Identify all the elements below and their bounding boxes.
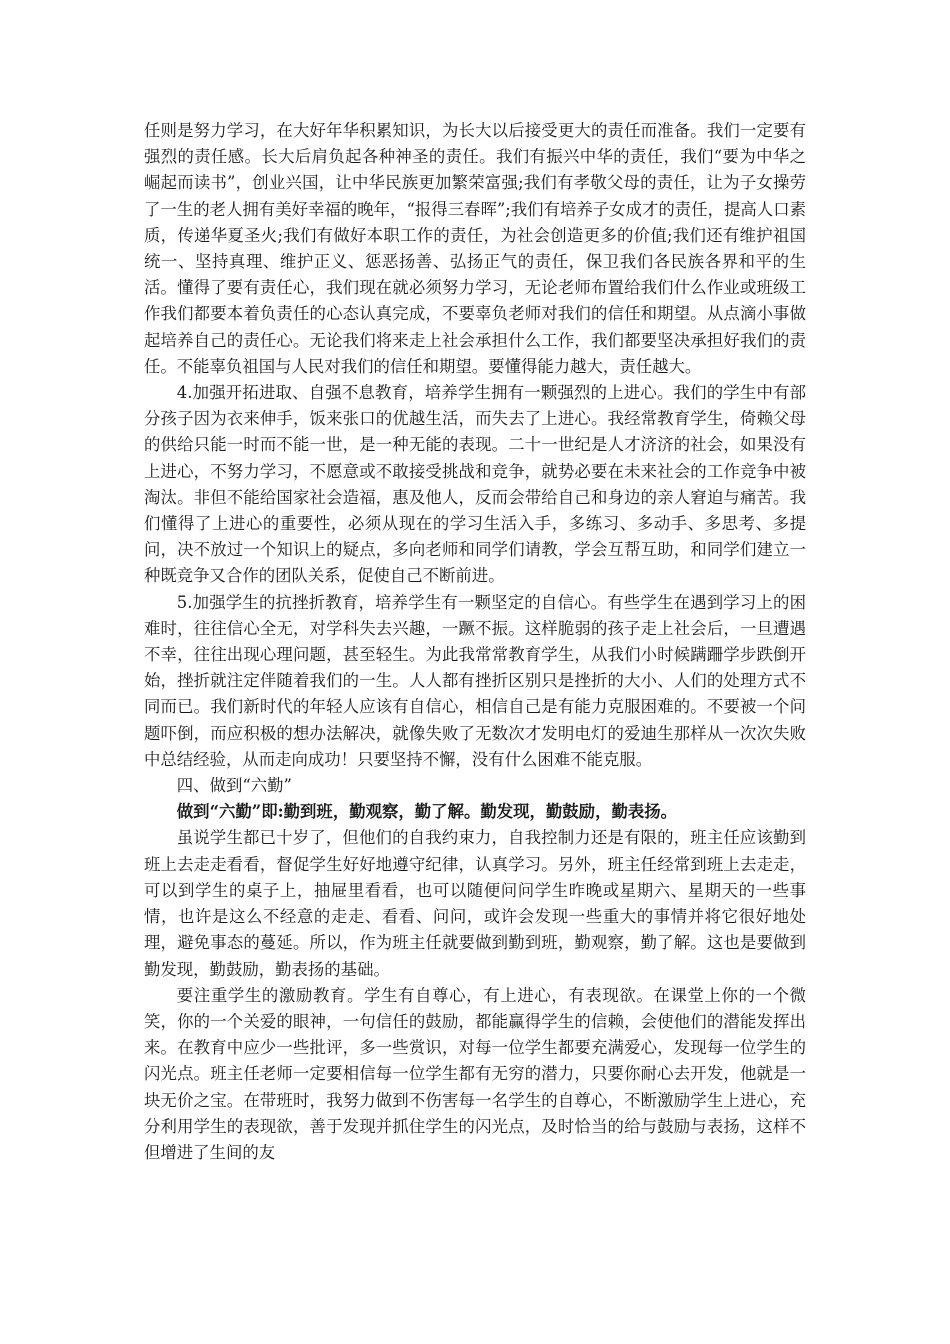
paragraph-visit-class: 虽说学生都已十岁了，但他们的自我约束力，自我控制力还是有限的，班主任应该勤到班上去走走看看，督促学生好好地遵守纪律，认真学习。另外，班主任经常到班上去走走，可以到学生的桌子上，抽屉里看看，也可以随便问问学生昨晚或星期六、星期天的一些事情，也许是这么不经意的走走、看看、问问，或许会发现一些重大的事情并将它很好地处理，避免事态的蔓延。所以，作为班主任就要做到勤到班，勤观察，勤了解。这也是要做到勤发现，勤鼓励，勤表扬的基础。 — [144, 828, 806, 979]
document-page — [144, 118, 806, 1166]
paragraph-item-5-confidence: 5.加强学生的抗挫折教育，培养学生有一颗坚定的自信心。有些学生在遇到学习上的困难时，往往信心全无，对学科失去兴趣，一蹶不振。这样脆弱的孩子走上社会后，一旦遭遇不幸，往往出现心理问题，甚至轻生。为此我常常教育学生，从我们小时候蹒跚学步跌倒开始，挫折就注定伴随着我们的一生。人人都有挫折区别只是挫折的大小、人们的处理方式不同而已。我们新时代的年轻人应该有自信心，相信自己是有能力克服困难的。不要被一个问题吓倒，而应积极的想办法解决，就像失败了无数次才发明电灯的爱迪生那样从一次次失败中总结经验，从而走向成功！只要坚持不懈，没有什么困难不能克服。 — [144, 592, 806, 769]
section-heading-six-diligences: 四、做到“六勤” — [176, 776, 292, 796]
bold-summary-six-diligences: 做到“六勤”即:勤到班，勤观察，勤了解。勤发现，勤鼓励，勤表扬。 — [176, 802, 678, 822]
paragraph-encouragement: 要注重学生的激励教育。学生有自尊心，有上进心，有表现欲。在课堂上你的一个微笑，你的一个关爱的眼神，一句信任的鼓励，都能赢得学生的信赖，会使他们的潜能发挥出来。在教育中应少一些批评，多一些赏识，对每一位学生都要充满爱心，发现每一位学生的闪光点。班主任老师一定要相信每一位学生都有无穷的潜力，只要你耐心去开发，他就是一块无价之宝。在带班时，我努力做到不伤害每一名学生的自尊心，不断激励学生上进心，充分利用学生的表现欲，善于发现并抓住学生的闪光点，及时恰当的给与鼓励与表扬，这样不但增进了生间的友 — [144, 985, 806, 1162]
paragraph-item-4-ambition: 4.加强开拓进取、自强不息教育，培养学生拥有一颗强烈的上进心。我们的学生中有部分孩子因为衣来伸手，饭来张口的优越生活，而失去了上进心。我经常教育学生，倚赖父母的供给只能一时而不能一世，是一种无能的表现。二十一世纪是人才济济的社会，如果没有上进心，不努力学习，不愿意或不敢接受挑战和竞争，就势必要在未来社会的工作竞争中被淘汰。非但不能给国家社会造福，惠及他人，反而会带给自己和身边的亲人窘迫与痛苦。我们懂得了上进心的重要性，必须从现在的学习生活入手，多练习、多动手、多思考、多提问，决不放过一个知识上的疑点，多向老师和同学们请教，学会互帮互助，和同学们建立一种既竞争又合作的团队关系，促使自己不断前进。 — [144, 383, 806, 586]
paragraph-responsibility: 任则是努力学习，在大好年华积累知识，为长大以后接受更大的责任而准备。我们一定要有强烈的责任感。长大后肩负起各种神圣的责任。我们有振兴中华的责任，我们“要为中华之崛起而读书”，创业兴国，让中华民族更加繁荣富强;我们有孝敬父母的责任，让为子女操劳了一生的老人拥有美好幸福的晚年，“报得三春晖”;我们有培养子女成才的责任，提高人口素质，传递华夏圣火;我们有做好本职工作的责任，为社会创造更多的价值;我们还有维护祖国统一、坚持真理、维护正义、惩恶扬善、弘扬正气的责任，保卫我们各民族各界和平的生活。懂得了要有责任心，我们现在就必须努力学习，无论老师布置给我们什么作业或班级工作我们都要本着负责任的心态认真完成，不要辜负老师对我们的信任和期望。从点滴小事做起培养自己的责任心。无论我们将来走上社会承担什么工作，我们都要坚决承担好我们的责任。不能辜负祖国与人民对我们的信任和期望。要懂得能力越大，责任越大。 — [144, 121, 806, 376]
